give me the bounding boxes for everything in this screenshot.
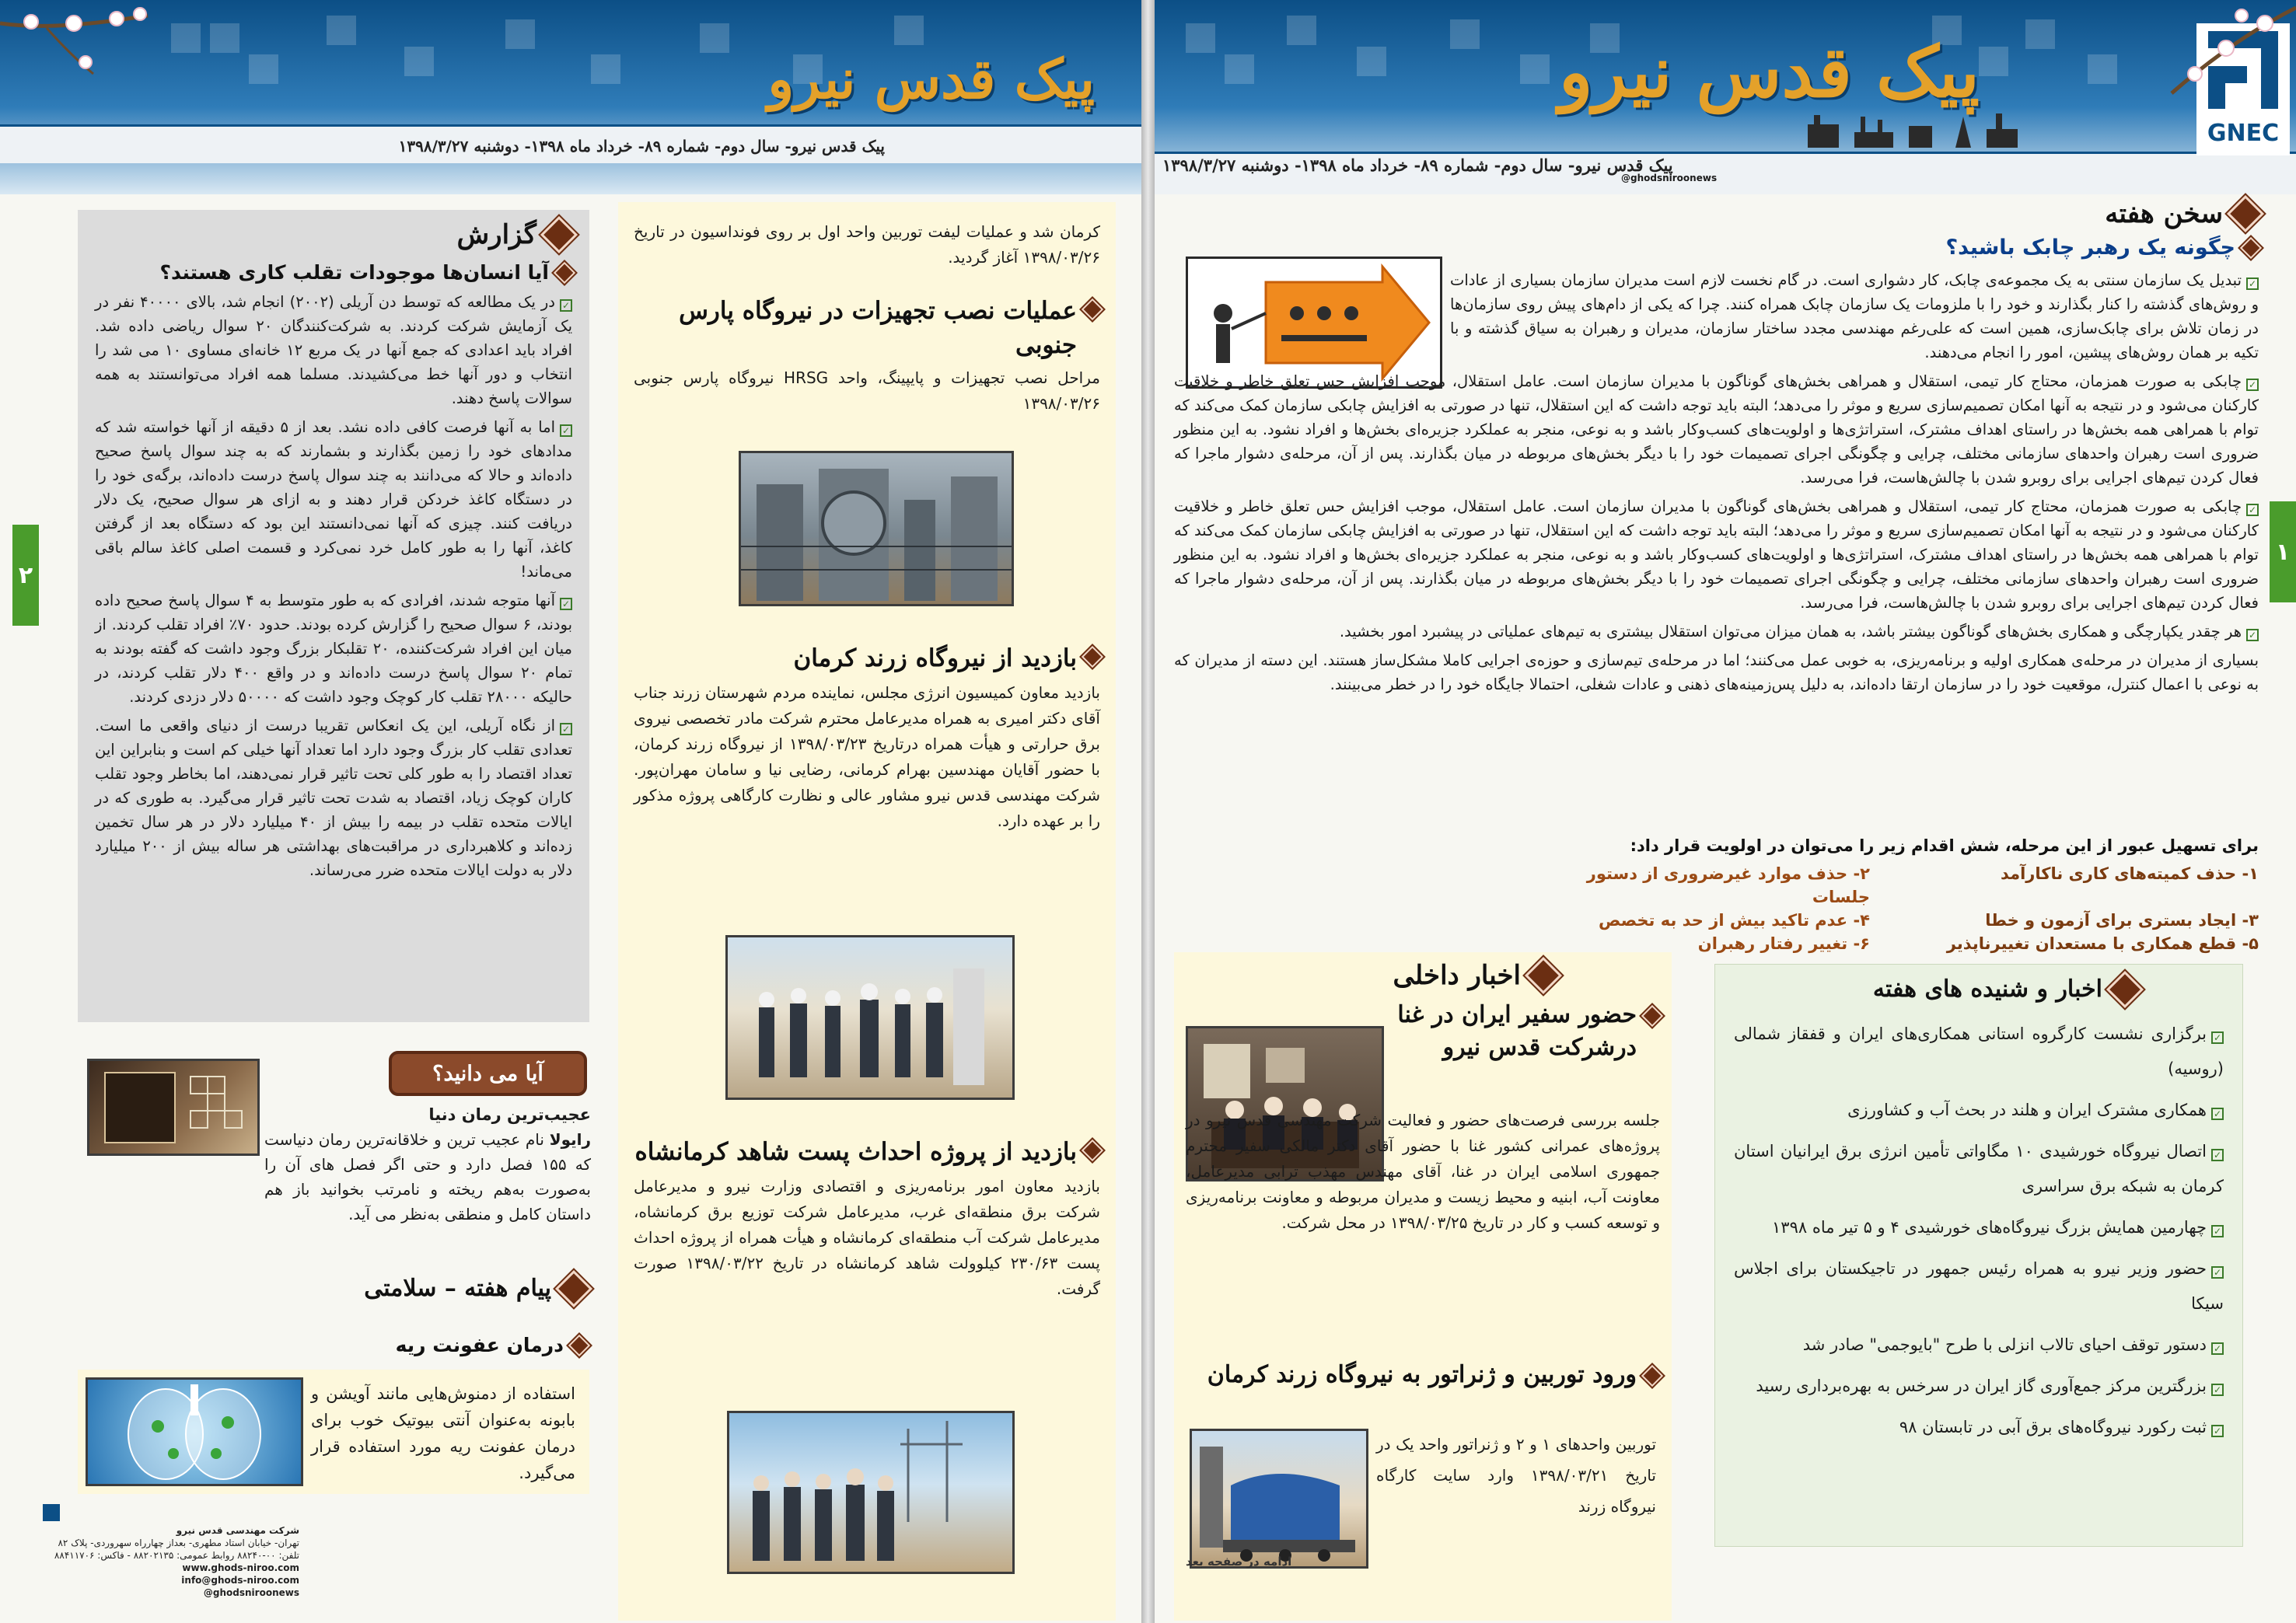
diamond-icon (1641, 1365, 1663, 1387)
editorial-paragraph: ✓چابکی به صورت همزمان، محتاج کار تیمی، استقلال و همراهی بخش‌های گوناگون با مدیران سازمان است. عامل استقلال، موجب افزایش حس تعلق خاطر و خلاقیت کارکنان می‌شود و در نتیجه به آنها امکان تصمیم‌سازی سریع و موثر را می‌دهد؛ البته باید توجه داشت که این استقلال، تنها در صورتی به افزایش چابکی سازمان کمک می‌کند که توام با همراهی همه بخش‌ها در راستای اهداف مشترک، استراتژی‌ها و اولویت‌های کسب‌وکار باشد و به نوعی، منجر به عملکرد جزیره‌ای بخش‌ها و افراد نشود. به این منظور ضروری است رهبران واحدهای سازمانی مختلف، چرایی و چگونگی اجرای تصمیمات خود را با دیگر بخش‌های مربوطه در میان بگذارند. پس از آن، مرحله‌ی دشوار ماجرا که فعال کردن تیم‌های اجرایی برای روبرو شدن با چالش‌هاست، فرا می‌رسد. (1174, 372, 2259, 487)
diamond-icon (1641, 1005, 1663, 1027)
checkbox-icon: ✓ (2211, 1425, 2224, 1437)
article-kermanshah-title: بازدید از پروژه احداث پست شاهد کرمانشاه (634, 1135, 1100, 1169)
heard-news-title: اخبار و شنیده های هفته (1734, 976, 2138, 1003)
heard-news-item: ✓ثبت رکورد نیروگاه‌های برق آبی در تابستان ۹۸ (1734, 1410, 2224, 1445)
blossom-branch-icon (2140, 0, 2296, 117)
email-link[interactable]: info@ghods-niroo.com (181, 1575, 299, 1586)
page-number-tab: ۲ (12, 525, 39, 626)
left-page (0, 0, 1141, 1623)
turbine-title: ورود توربین و ژنراتور به نیروگاه زرند کرمان (1186, 1359, 1660, 1391)
checkbox-icon: ✓ (2211, 1342, 2224, 1355)
novel-book-image (87, 1059, 260, 1156)
internal-news-title: اخبار داخلی (1188, 960, 1557, 991)
left-brand-logo: پیک قدس نیرو (767, 47, 1095, 111)
report-paragraph: ✓در یک مطالعه که توسط دن آریلی (۲۰۰۲) انجام شد، بالای ۴۰۰۰۰ نفر در یک آزمایش شرکت کردند. به شرکت‌کنندگان ۲۰ سوال ریاضی داده شد. افراد باید اعدادی که جمع آنها در یک مربع ۱۲ خانه‌ای مساوی ۱۰ می شد را انتخاب و دور آنها خط می‌کشیدند. مسلما همه افراد می‌توانستند به همه سوالات پاسخ دهند. (95, 293, 573, 407)
ambassador-text: جلسه بررسی فرصت‌های حضور و فعالیت شرکت مهندسی قدس نیرو در پروژه‌های عمرانی کشور غنا با حضور آقای دکتر مالکی سفیر محترم جمهوری اسلامی ایران در غنا، آقای مهندس مهذب ترابی مدیرعامل، معاونت آب، ابنیه و محیط زیست و مدیران مربوطه و معاونت برنامه‌ریزی و توسعه کسب و کار در تاریخ ۱۳۹۸/۰۳/۲۵ در محل شرکت. (1186, 1111, 1660, 1232)
heard-news-item: ✓برگزاری نشست کارگروه استانی همکاری‌های ایران و قفقاز شمالی (روسیه) (1734, 1024, 2224, 1078)
blossom-branch-icon (0, 0, 156, 93)
checkbox-icon: ✓ (560, 723, 572, 735)
heard-news-item: ✓اتصال نیروگاه خورشیدی ۱۰ مگاواتی تأمین انرژی برق ایرانیان استان کرمان به شبکه برق سراسری (1734, 1142, 2224, 1195)
article-zarand-title: بازدید از نیروگاه زرند کرمان (634, 641, 1100, 675)
right-page (1155, 0, 2296, 1623)
article-kermanshah (634, 1135, 1100, 1302)
checkbox-icon: ✓ (2211, 1384, 2224, 1396)
pars-plant-image (739, 451, 1014, 606)
diamond-icon (1082, 646, 1103, 668)
report-subtitle: آیا انسان‌ها موجودات تقلب کاری هستند؟ (95, 261, 572, 284)
heard-news-item: ✓همکاری مشترک ایران و هلند در بحث آب و کشاورزی (1734, 1093, 2224, 1128)
left-issue-line: پیک قدس نیرو- سال دوم- شماره ۸۹- خرداد ماه ۱۳۹۸- دوشنبه ۱۳۹۸/۳/۲۷ (398, 137, 885, 155)
checkbox-icon: ✓ (2211, 1031, 2224, 1044)
did-you-know-text: رایولا نام عجیب ترین و خلاقانه‌ترین رمان دنیاست که ۱۵۵ فصل دارد و حتی اگر فصل های آن را به‌صورت به‌هم ریخته و نامرتب بخوانید باز هم داستان کامل و منطقی به‌نظر می آید. (264, 1130, 591, 1223)
step-item: ۱- حذف کمیته‌های کاری ناکارآمد (2000, 864, 2259, 883)
step-item: ۶- تغییر رفتار رهبران (1697, 934, 1870, 953)
editorial-paragraph: بسیاری از مدیران در مرحله‌ی همکاری اولیه و برنامه‌ریزی، به خوبی عمل می‌کنند؛ اما در مرحله‌ی تیم‌سازی و حوزه‌ی اجرایی کاملا مشکل‌ساز هستند. این دسته از مدیران که به نوعی با اعمال کنترل، موقعیت خود را در سازمان ارتقا داده‌اند، به دلیل پس‌زمینه‌های ذهنی و عادات شغلی، احتمالا جایگاه خود را در خطر می‌بینند. (1174, 651, 2259, 693)
did-you-know-subtitle: عجیب‌ترین رمان دنیا (428, 1105, 591, 1124)
checkbox-icon: ✓ (2246, 277, 2259, 290)
health-text: استفاده از دمنوش‌هایی مانند آویشن و بابونه به‌عنوان آنتی بیوتیک خوب برای درمان عفونت ریه مورد استفاده قرار می‌گیرد. (311, 1384, 575, 1482)
continued-note: ادامه در صفحه بعد (1186, 1555, 1292, 1569)
checkbox-icon: ✓ (2211, 1108, 2224, 1120)
article-zarand-visit (634, 641, 1100, 834)
diamond-icon (1082, 1140, 1103, 1161)
diamond-icon (568, 1334, 590, 1356)
diamond-icon (1082, 298, 1103, 320)
diamond-icon (540, 216, 578, 253)
heard-news-item: ✓چهارمین همایش بزرگ نیروگاه‌های خورشیدی ۴ و ۵ تیر ماه ۱۳۹۸ (1734, 1210, 2224, 1245)
health-subtitle: درمان عفونت ریه (233, 1334, 587, 1356)
right-issue-line: پیک قدس نیرو- سال دوم- شماره ۸۹- خرداد ماه ۱۳۹۸- دوشنبه ۱۳۹۸/۳/۲۷ (1162, 155, 1673, 175)
diamond-icon (2227, 195, 2264, 232)
report-paragraph: ✓از نگاه آریلی، این یک انعکاس تقریبا درست از دنیای واقعی ما است. تعدادی تقلب کار بزرگ وجود دارد اما تعداد آنها خیلی کم است و بنابراین این تعداد اقتصاد را به طور کلی تحت تاثیر قرار نمی‌دهند، اما بخاطر وجود تقلب کاران کوچک زیاد، اقتصاد به شدت تحت تاثیر قرار می‌گیرد. به طوری که در ایالات متحده تقلب در بیمه را بیش از ۴۰ میلیارد دلار در هر سال تخمین زده‌اند و کلاهبرداری در مراقبت‌های بهداشتی هر ساله بیش از ۲۰۰ میلیارد دلار به دولت ایالات متحده ضرر می‌رساند. (95, 717, 572, 879)
page-spine (1141, 0, 1155, 1623)
ambassador-article (1388, 999, 1660, 1064)
heard-news-item: ✓حضور وزیر نیرو به همراه رئیس جمهور در تاجیکستان برای اجلاس سیکا (1734, 1259, 2224, 1313)
telegram-link[interactable]: @ghodsniroonews (203, 1587, 299, 1598)
editorial-steps: برای تسهیل عبور از این مرحله، شش اقدام زیر را می‌توان در اولویت قرار داد: ۱- حذف کمیته‌های کاری ناکارآمد ۲- حذف موارد غیرضروری از دستور جلسات ۳- ایجاد بستری برای آزمون و خطا ۴- عدم تاکید بیش از حد به تخصص ۵- قطع همکاری با مستعدان تغییرناپذیر ۶- تغییر رفتار رهبران (1536, 834, 2259, 955)
middle-news-column (618, 202, 1116, 1621)
health-box (78, 1370, 589, 1494)
turbine-arrival-image (1190, 1429, 1368, 1569)
page-number-tab: ۱ (2270, 501, 2296, 602)
article-pars-text: مراحل نصب تجهیزات و پایپینگ، واحد HRSG نیروگاه پارس جنوبی ۱۳۹۸/۰۳/۲۶ (634, 368, 1100, 413)
checkbox-icon: ✓ (2246, 504, 2259, 516)
editorial-section (1174, 198, 2259, 266)
checkbox-icon: ✓ (2246, 379, 2259, 391)
diamond-icon (1525, 957, 1562, 994)
turbine-article (1186, 1359, 1660, 1391)
checkbox-icon: ✓ (2211, 1266, 2224, 1279)
footer-contact: شرکت مهندسی قدس نیرو تهران- خیابان استاد مطهری- بعداز چهارراه سهروردی- پلاک ۸۲ تلفن: ۰۰-۸۸۲۴۰ روابط عمومی: ۸۸۲۰۲۱۳۵ - فاکس: ۸۸۴۱۱۷۰۶ www.ghods-niroo.com info@ghods-niroo.com @ghodsniroonews (43, 1504, 299, 1599)
did-you-know-title: آیا می دانید؟ (389, 1051, 587, 1096)
step-item: ۲- حذف موارد غیرضروری از دستور جلسات (1586, 864, 1870, 906)
diamond-icon (555, 1269, 592, 1307)
editorial-paragraph: ✓تبدیل یک سازمان سنتی به یک مجموعه‌ی چابک، کار دشواری است. در گام نخست لازم است مدیران سازمان بسیاری از عادات و روش‌های گذشته را کنار بگذارند و خود را با ملزومات یک سازمان چابک همراه کنند. چرا که یکی از دام‌های پیش روی سازمان‌ها در زمان تلاش برای چابک‌سازی، همین است که علی‌رغم مهندسی مجدد ساختار سازمان، مدیران و رهبران به سیاق گذشته و با تکیه بر همان روش‌های پیشین، امور را انجام می‌دهند. (1450, 271, 2259, 361)
handle-text: @ghodsniroonews (1621, 173, 1718, 183)
turbine-text: توربین واحدهای ۱ و ۲ و ژنراتور واحد یک در تاریخ ۱۳۹۸/۰۳/۲۱ وارد سایت کارگاه نیروگاه زرند (1376, 1435, 1657, 1516)
report-title: گزارش (95, 219, 572, 250)
right-brand-logo: پیک قدس نیرو (1559, 31, 1980, 113)
lungs-image (86, 1377, 303, 1486)
company-logo-icon (43, 1504, 60, 1521)
editorial-subtitle: چگونه یک رهبر چابک باشید؟ (1174, 236, 2259, 260)
editorial-paragraph: ✓هر چقدر یکپارچگی و همکاری بخش‌های گوناگون بیشتر باشد، به همان میزان می‌توان استقلال بیشتری به تیم‌های عملیاتی در پیشبرد امور بخشید. (1174, 620, 2259, 644)
checkbox-icon: ✓ (2211, 1149, 2224, 1161)
heard-news-column (1714, 964, 2243, 1547)
editorial-paragraph: ✓چابکی به صورت همزمان، محتاج کار تیمی، استقلال و همراهی بخش‌های گوناگون با مدیران سازمان است. عامل استقلال، موجب افزایش حس تعلق خاطر و خلاقیت کارکنان می‌شود و در نتیجه به آنها امکان تصمیم‌سازی سریع و موثر را می‌دهد؛ البته باید توجه داشت که این استقلال، تنها در صورتی به افزایش چابکی سازمان کمک می‌کند که توام با همراهی همه بخش‌ها در راستای اهداف مشترک، استراتژی‌ها و اولویت‌های کسب‌وکار باشد و به نوعی، منجر به عملکرد جزیره‌ای بخش‌ها و افراد نشود. به این منظور ضروری است رهبران واحدهای سازمانی مختلف، چرایی و چگونگی اجرای تصمیمات خود را با دیگر بخش‌های مربوطه در میان بگذارند. پس از آن، مرحله‌ی دشوار ماجرا که فعال کردن تیم‌های اجرایی برای روبرو شدن با چالش‌هاست، فرا می‌رسد. (1174, 497, 2259, 612)
diamond-icon (2106, 970, 2144, 1007)
power-plant-icons (1800, 109, 2025, 152)
article-kermanshah-text: بازدید معاون امور برنامه‌ریزی و اقتصادی وزارت نیرو و مدیرعامل شرکت برق منطقه‌ای غرب، مدیرعامل شرکت توزیع برق کرمانشاه، مدیرعامل شرکت آب منطقه‌ای کرمانشاه و هیأت همراه از پروژه احداث پست ۲۳۰/۶۳ کیلوولت شاهد کرمانشاه در تاریخ ۱۳۹۸/۰۳/۲۲ صورت گرفت. (634, 1177, 1100, 1298)
heard-news-item: ✓بزرگترین مرکز جمع‌آوری گاز ایران در سرخس به بهره‌برداری رسید (1734, 1369, 2224, 1404)
checkbox-icon: ✓ (2246, 629, 2259, 641)
heard-news-item: ✓دستور توقف احیای تالاب انزلی با طرح "بایوجمی" صادر شد (1734, 1328, 2224, 1363)
step-item: ۵- قطع همکاری با مستعدان تغییرناپذیر (1946, 934, 2259, 953)
report-column (78, 210, 589, 1022)
article-zarand-text: بازدید معاون کمیسیون انرژی مجلس، نماینده مردم شهرستان زرند جناب آقای دکتر امیری به همراه مدیرعامل محترم شرکت مادر تخصصی نیروی برق حرارتی و هیأت همراه درتاریخ ۱۳۹۸/۰۳/۲۳ از نیروگاه زرند کرمان، با حضور آقایان مهندسین بهرام کرمانی، رضایی نیا و سامان مهران‌پور. شرکت مهندسی قدس نیرو مشاور عالی و نظارت کارگاهی پروژه مذکور را بر عهده دارد. (634, 683, 1100, 830)
diamond-icon (554, 261, 575, 283)
diamond-icon (2240, 236, 2262, 258)
website-link[interactable]: www.ghods-niroo.com (182, 1562, 299, 1573)
checkbox-icon: ✓ (560, 598, 572, 610)
gnec-logo: GNEC (2196, 23, 2290, 155)
editorial-title: سخن هفته (1174, 198, 2259, 229)
checkbox-icon: ✓ (2211, 1225, 2224, 1237)
checkbox-icon: ✓ (560, 299, 572, 312)
report-paragraph: ✓آنها متوجه شدند، افرادی که به طور متوسط به ۴ سوال پاسخ صحیح داده بودند، ۶ سوال صحیح را گزارش کرده بودند. حدود ۷۰٪ افراد تقلب کردند. از میان این افراد شرکت‌کننده، ۲۰ تقلبکار بزرگ وجود داشت که گفته بودند به تمام ۲۰ سوال پاسخ درست داده‌اند و در واقع ۴۰۰ دلار تقلب کردند، در حالیکه ۲۸۰۰۰ تقلب کار کوچک وجود داشت که ۵۰۰۰۰ دلار دزدی کردند. (95, 592, 572, 706)
did-you-know-body (264, 1102, 591, 1227)
article-pars-title: عملیات نصب تجهیزات در نیروگاه پارس جنوبی (634, 294, 1100, 362)
health-title: پیام هفته – سلامتی (233, 1275, 587, 1302)
step-item: ۴- عدم تاکید بیش از حد به تخصص (1599, 911, 1870, 930)
editorial-body (1174, 268, 2259, 701)
report-paragraph: ✓اما به آنها فرصت کافی داده نشد. بعد از ۵ دقیقه از آنها خواسته شد که مدادهای خود را زمین بگذارند و بشمارند که به چند سوال پاسخ صحیح داده‌اند و حالا که می‌دانند به چند سوال پاسخ درست داده‌اند، برگه‌ی خود را در دستگاه کاغذ خردکن قرار دهند و به ازای هر سوال صحیح، یک دلار دریافت کنند. چیزی که آنها نمی‌دانستند این بود که دستگاه بعد از گرفتن کاغذ، آنها را به طور کامل خرد نمی‌کرد و قسمت اصلی کاغذ سالم باقی می‌ماند! (95, 418, 572, 581)
ambassador-title: حضور سفیر ایران در غنا درشرکت قدس نیرو (1388, 999, 1660, 1064)
zarand-visit-image (725, 935, 1015, 1100)
kermanshah-visit-image (727, 1411, 1015, 1574)
middle-intro-text: کرمان شد و عملیات لیفت توربین واحد اول بر روی فونداسیون در تاریخ ۱۳۹۸/۰۳/۲۶ آغاز گردید. (634, 222, 1100, 267)
checkbox-icon: ✓ (560, 424, 572, 437)
step-item: ۳- ایجاد بستری برای آزمون و خطا (1985, 911, 2259, 930)
